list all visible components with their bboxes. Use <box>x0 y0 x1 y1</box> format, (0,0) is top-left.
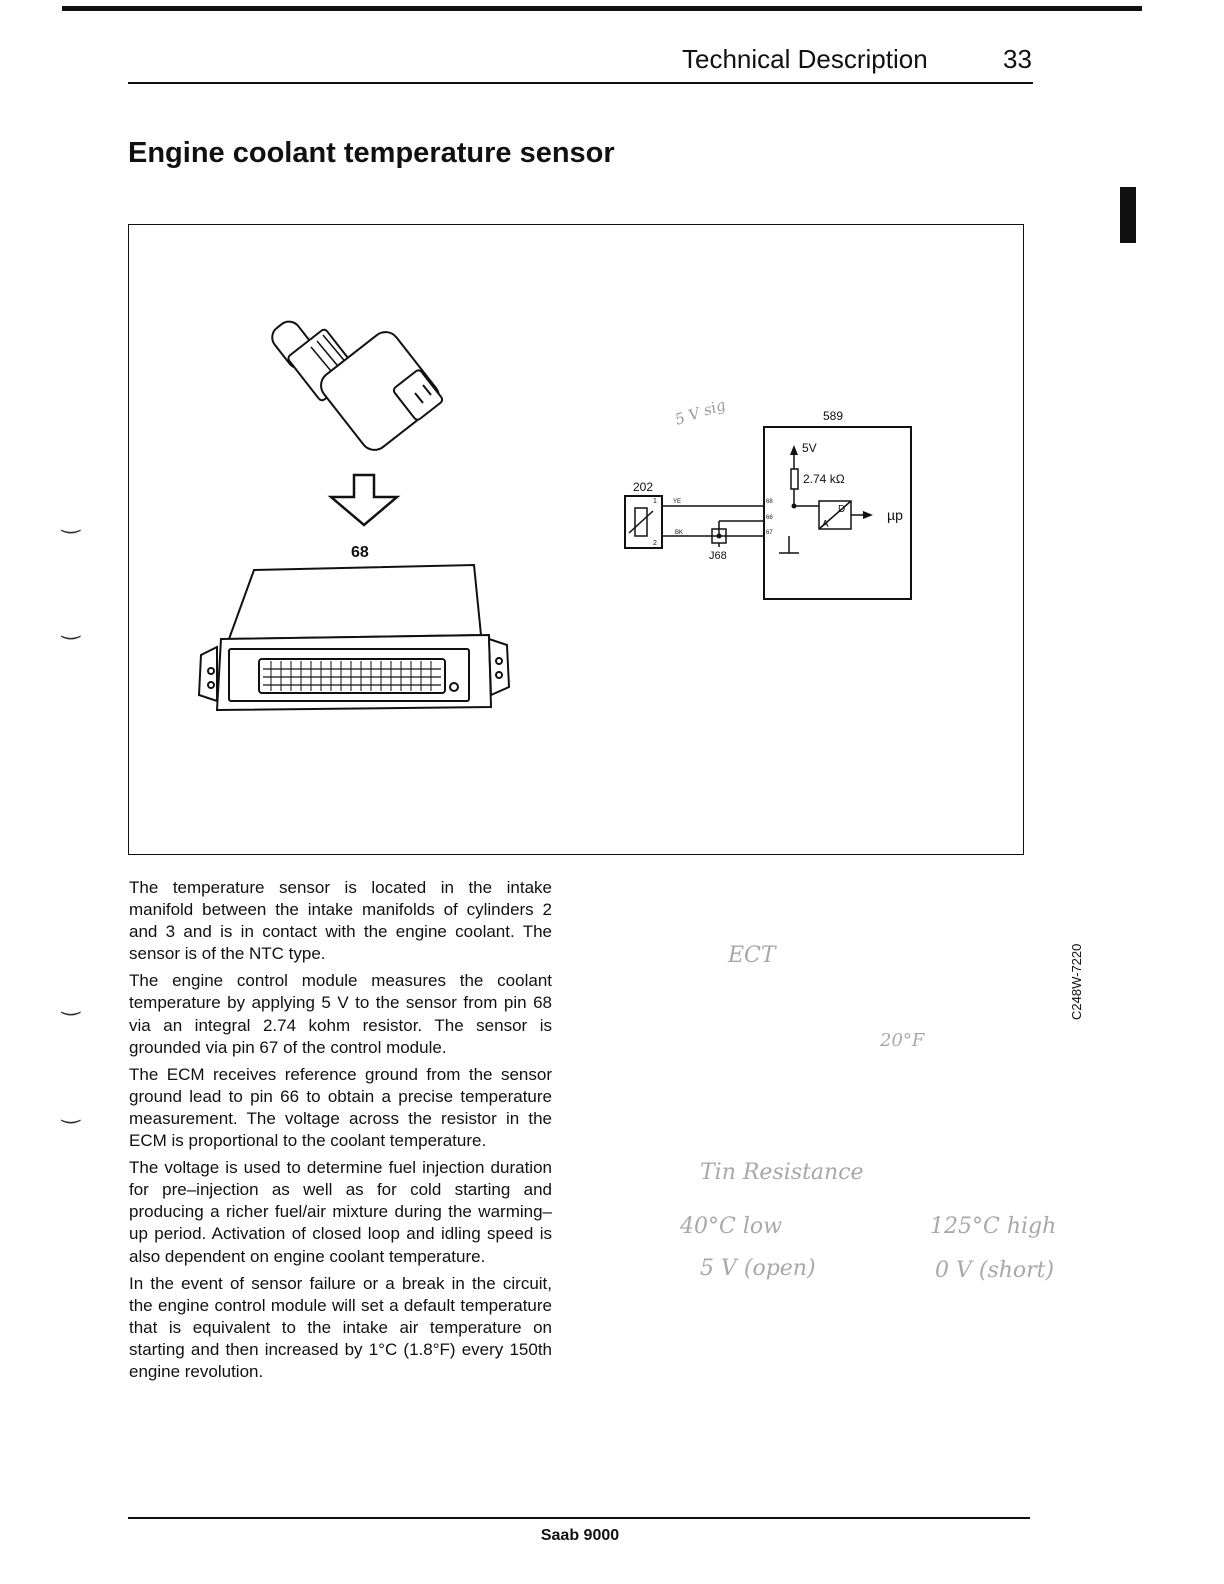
header-title: Technical Description <box>682 44 928 74</box>
resistor-value-label: 2.74 kΩ <box>803 472 845 486</box>
footer-text: Saab 9000 <box>540 1527 620 1544</box>
supply-voltage-label: 5V <box>802 441 817 455</box>
paragraph: The engine control module measures the coolant temperature by applying 5 V to the sensor from pin 68 via an integral 2.74 kohm resistor. The sensor is grounded via pin 67 of the control module. <box>129 971 552 1057</box>
paragraph: The voltage is used to determine fuel injection duration for pre–injection as well as for cold starting and producing a richer fuel/air mixture during the warming–up period. Activation of closed loop and idling speed is also dependent on engine coolant temperature. <box>129 1158 552 1266</box>
binding-hole-mark: ‿ <box>62 614 80 639</box>
paragraph: In the event of sensor failure or a break in the circuit, the engine control module will set a default temperature that is equivalent to the intake air temperature on starting and then increased by 1°C (1.8°F) every 150th engine revolution. <box>129 1273 552 1381</box>
junction-dot <box>717 534 722 539</box>
component-number-label: 68 <box>351 544 369 561</box>
handwritten-note: Tin Resistance <box>700 1160 864 1185</box>
microprocessor-label: µp <box>887 507 903 523</box>
circuit-schematic <box>625 427 911 599</box>
sensor-connector-label: 202 <box>633 480 654 494</box>
margin-tab-marker <box>1120 187 1136 243</box>
section-title: Engine coolant temperature sensor <box>128 137 615 169</box>
wire-ye-label: YE <box>673 499 682 505</box>
binding-hole-mark: ‿ <box>62 1098 80 1123</box>
sensor-pin-2-label: 2 <box>653 540 657 547</box>
adc-a-label: A <box>822 519 829 530</box>
wire-bk-label: BK <box>675 530 684 536</box>
handwritten-note: ECT <box>728 943 776 968</box>
junction-label: J68 <box>709 550 727 562</box>
adc-d-label: D <box>838 504 846 515</box>
engine-control-module-illustration <box>199 565 509 710</box>
handwritten-diagram-note: 5 V sig <box>672 395 728 429</box>
figure-code: C248W-7220 <box>1069 943 1084 1020</box>
header-rule <box>128 82 1033 84</box>
coolant-sensor-illustration <box>267 317 444 456</box>
paragraph: The temperature sensor is located in the intake manifold between the intake manifolds of cylinders 2 and 3 and is in contact with the engine coolant. The sensor is of the NTC type. <box>129 878 552 964</box>
figure-drawing <box>129 225 1025 856</box>
binding-hole-mark: ‿ <box>62 508 80 533</box>
body-text <box>129 877 552 1388</box>
handwritten-note: 0 V (short) <box>935 1258 1055 1283</box>
paragraph: The ECM receives reference ground from the sensor ground lead to pin 66 to obtain a precise temperature measurement. The voltage across the resistor in the ECM is proportional to the coolant temperature. <box>129 1064 552 1151</box>
down-arrow <box>331 475 397 525</box>
output-arrow <box>863 511 873 519</box>
handwritten-note: 5 V (open) <box>700 1256 816 1281</box>
top-rule <box>62 6 1142 11</box>
sensor-pin-1-label: 1 <box>653 498 657 505</box>
pin-66-label: 66 <box>766 515 773 521</box>
pin-67-label: 67 <box>766 530 773 536</box>
pin-68-label: 68 <box>766 499 773 505</box>
footer-rule <box>128 1517 1030 1519</box>
handwritten-note: 20°F <box>880 1030 925 1051</box>
page-number: 33 <box>1003 44 1032 74</box>
handwritten-note: 40°C low <box>680 1214 782 1239</box>
handwritten-note: 125°C high <box>930 1214 1057 1239</box>
junction-dot <box>792 504 797 509</box>
binding-hole-mark: ‿ <box>62 990 80 1015</box>
ecm-label: 589 <box>823 409 844 423</box>
supply-arrow <box>790 445 798 455</box>
